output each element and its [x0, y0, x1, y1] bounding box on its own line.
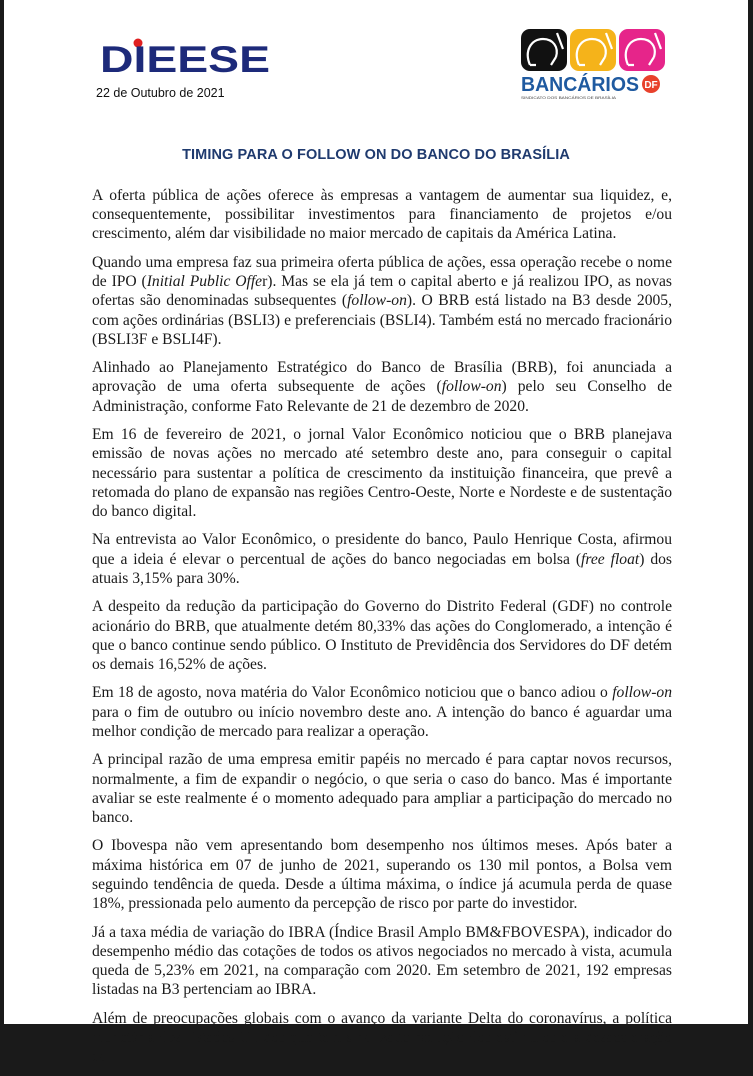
body-paragraph	[92, 358, 672, 416]
bancarios-df-logo	[519, 27, 669, 102]
text-segment: A despeito da redução da participação do Governo do Distrito Federal (GDF) no controle acionário do BRB, que atualmente detém 80,33% das ações do Conglomerado, a intenção é que o banco continue sendo público. O Instituto de Previdência dos Servidores do DF detém os demais 16,52% de ações.	[92, 598, 672, 673]
italic-term: follow-on	[441, 378, 502, 396]
body-paragraph	[92, 836, 672, 913]
svg-text:DIEESE: DIEESE	[100, 39, 270, 74]
body-paragraph	[92, 597, 672, 674]
text-segment: Além de preocupações globais com o avanço da variante Delta do coronavírus, a política monetária dos Estados Unidos que tem sinalizado redução dos estímulos e a desaceleração da	[92, 1009, 672, 1066]
text-segment: Em 18 de agosto, nova matéria do Valor Econômico noticiou que o banco adiou o	[92, 684, 613, 702]
body-paragraph	[92, 683, 672, 741]
document-date: 22 de Outubro de 2021	[96, 86, 225, 100]
headphones-icon	[521, 29, 665, 71]
text-segment: A oferta pública de ações oferece às empresas a vantagem de aumentar sua liquidez, e, consequentemente, possibilitar investimentos para financiamento de projetos e/ou crescimento, além dar visibilidade no maior mercado de capitais da América Latina.	[92, 187, 672, 243]
svg-text:DF: DF	[644, 80, 658, 91]
document-page	[4, 0, 748, 1066]
text-segment: A principal razão de uma empresa emitir papéis no mercado é para captar novos recursos, normalmente, a fim de expandir o negócio, o que seria o caso do banco. Mas é importante avaliar se este realmente é o momento adequado para ampliar a participação do mercado no banco.	[92, 751, 672, 826]
text-segment: Em 16 de fevereiro de 2021, o jornal Valor Econômico noticiou que o BRB planejava emissão de novas ações no mercado até setembro deste ano, para conseguir o capital necessário para sustentar a política de crescimento da instituição financeira, que prevê a retomada do plano de expansão nas regiões Centro-Oeste, Norte e Nordeste e de sustentação do banco digital.	[92, 426, 672, 520]
italic-term: follow-on	[347, 292, 407, 310]
text-segment: Quando uma empresa faz sua primeira oferta pública de ações, essa operação recebe o nome de IPO (	[92, 253, 672, 291]
body-paragraph	[92, 425, 672, 521]
svg-text:SINDICATO DOS BANCÁRIOS DE BRA: SINDICATO DOS BANCÁRIOS DE BRASÍLIA	[521, 95, 617, 100]
text-segment: Alinhado ao Planejamento Estratégico do Banco de Brasília (BRB), foi anunciada a aprovação de uma oferta subsequente de ações (	[92, 359, 672, 396]
document-body	[92, 186, 672, 1076]
text-segment: ) dos atuais 3,15% para 30%.	[92, 550, 672, 587]
text-segment: Já a taxa média de variação do IBRA (Índice Brasil Amplo BM&FBOVESPA), indicador do desempenho médio das cotações de todos os ativos negociados no mercado à vista, acumula queda de 5,23% em 2021, na comparação com 2020. Em setembro de 2021, 192 empresas listadas na B3 pertenciam ao IBRA.	[92, 923, 672, 999]
text-segment: ). O BRB está listado na B3 desde 2005, com ações ordinárias (BSLI3) e preferenciais (BSLI4). Também está no mercado fracionário (BSLI3F e BSLI4F).	[92, 292, 672, 348]
text-segment: O Ibovespa não vem apresentando bom desempenho nos últimos meses. Após bater a máxima histórica em 07 de junho de 2021, superando os 130 mil pontos, a Bolsa vem seguindo tendência de queda. Desde a última máxima, o índice já acumula perda de quase 18%, pressionada pelo aumento da percepção de risco por parte do investidor.	[92, 837, 672, 913]
text-segment: ) pelo seu Conselho de Administração, conforme Fato Relevante de 21 de dezembro de 2020.	[92, 378, 672, 415]
body-paragraph	[92, 530, 672, 588]
text-segment: Na entrevista ao Valor Econômico, o presidente do banco, Paulo Henrique Costa, afirmou que a ideia é elevar o percentual de ações do banco negociadas em bolsa (	[92, 531, 672, 568]
dieese-logo	[100, 38, 270, 74]
document-title: TIMING PARA O FOLLOW ON DO BANCO DO BRASÍLIA	[182, 147, 570, 163]
body-paragraph	[92, 1009, 672, 1067]
body-paragraph	[92, 923, 672, 1000]
italic-term: free float	[581, 550, 640, 568]
body-paragraph	[92, 750, 672, 827]
body-paragraph	[92, 186, 672, 244]
body-paragraph	[92, 253, 672, 349]
text-segment: r). Mas se ela já tem o capital aberto e já realizou IPO, as novas ofertas são denominadas subsequentes (	[92, 273, 673, 310]
svg-text:BANCÁRIOS: BANCÁRIOS	[521, 74, 643, 96]
italic-term: follow-on	[612, 684, 672, 702]
italic-term: Initial Public Offe	[146, 273, 263, 291]
text-segment: para o fim de outubro ou início novembro deste ano. A intenção do banco é aguardar uma melhor condição de mercado para realizar a operação.	[92, 703, 672, 740]
